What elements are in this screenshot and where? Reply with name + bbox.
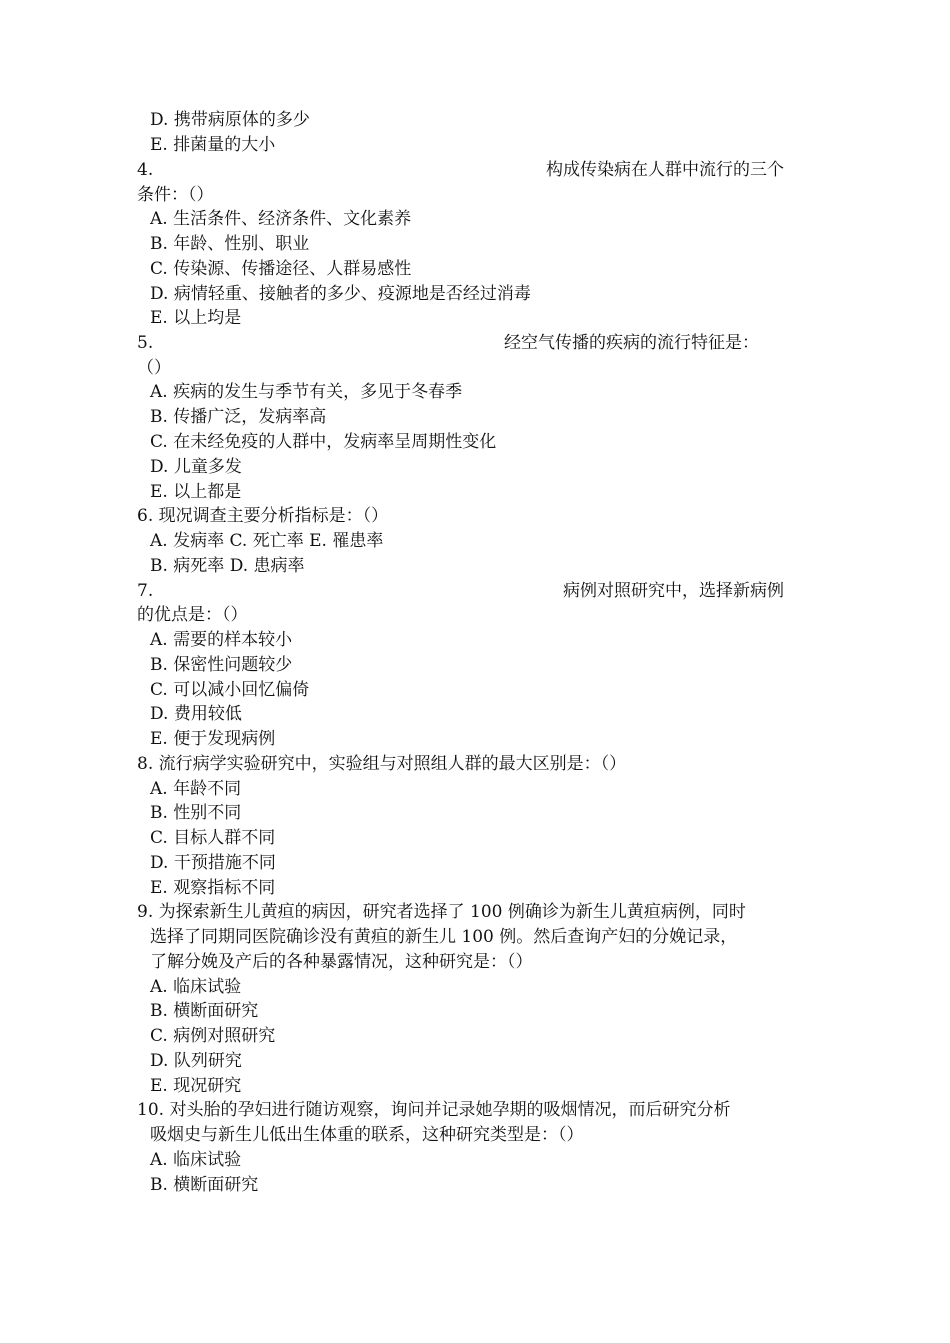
option-q9-d: D. 队列研究: [150, 1051, 242, 1071]
option-q4-b: B. 年龄、性别、职业: [150, 234, 310, 254]
option-q3-e: E. 排菌量的大小: [150, 135, 276, 155]
option-q5-a: A. 疾病的发生与季节有关，多见于冬春季: [150, 382, 463, 402]
option-q10-b: B. 横断面研究: [150, 1175, 259, 1195]
question-9-stem-line-1: 9. 为探索新生儿黄疸的病因，研究者选择了 100 例确诊为新生儿黄疸病例，同时: [137, 902, 746, 922]
option-q4-c: C. 传染源、传播途径、人群易感性: [150, 259, 412, 279]
question-10-stem-line-2: 吸烟史与新生儿低出生体重的联系，这种研究类型是：（）: [150, 1125, 584, 1145]
option-q8-d: D. 干预措施不同: [150, 853, 276, 873]
question-9-stem-line-2: 选择了同期同医院确诊没有黄疸的新生儿 100 例。然后查询产妇的分娩记录，: [150, 927, 738, 947]
option-q9-e: E. 现况研究: [150, 1076, 242, 1096]
option-q7-b: B. 保密性问题较少: [150, 655, 293, 675]
option-q4-a: A. 生活条件、经济条件、文化素养: [150, 209, 412, 229]
option-q9-a: A. 临床试验: [150, 977, 242, 997]
option-q8-b: B. 性别不同: [150, 803, 242, 823]
option-q9-c: C. 病例对照研究: [150, 1026, 276, 1046]
question-10-stem-line-1: 10. 对头胎的孕妇进行随访观察，询问并记录她孕期的吸烟情况，而后研究分析: [137, 1100, 731, 1120]
option-q6-ace: A. 发病率 C. 死亡率 E. 罹患率: [150, 531, 384, 551]
option-q8-c: C. 目标人群不同: [150, 828, 276, 848]
question-8-stem: 8. 流行病学实验研究中，实验组与对照组人群的最大区别是：（）: [137, 754, 627, 774]
question-9-stem-line-3: 了解分娩及产后的各种暴露情况，这种研究是：（）: [150, 952, 533, 972]
option-q7-c: C. 可以减小回忆偏倚: [150, 680, 310, 700]
option-q8-e: E. 观察指标不同: [150, 878, 276, 898]
option-q5-c: C. 在未经免疫的人群中，发病率呈周期性变化: [150, 432, 497, 452]
option-q4-d: D. 病情轻重、接触者的多少、疫源地是否经过消毒: [150, 284, 531, 304]
option-q8-a: A. 年龄不同: [150, 779, 242, 799]
question-4-stem: 构成传染病在人群中流行的三个: [546, 160, 784, 180]
option-q6-bd: B. 病死率 D. 患病率: [150, 556, 305, 576]
option-q7-e: E. 便于发现病例: [150, 729, 276, 749]
question-5-number: 5.: [137, 333, 154, 353]
question-5-stem-cont: （）: [137, 358, 171, 378]
question-7-stem: 病例对照研究中，选择新病例: [563, 581, 784, 601]
option-q5-b: B. 传播广泛，发病率高: [150, 407, 327, 427]
question-7-number: 7.: [137, 581, 154, 601]
option-q5-e: E. 以上都是: [150, 482, 242, 502]
question-4-number: 4.: [137, 160, 154, 180]
option-q10-a: A. 临床试验: [150, 1150, 242, 1170]
option-q7-a: A. 需要的样本较小: [150, 630, 293, 650]
option-q5-d: D. 儿童多发: [150, 457, 242, 477]
option-q3-d: D. 携带病原体的多少: [150, 110, 310, 130]
question-5-stem: 经空气传播的疾病的流行特征是：: [504, 333, 759, 353]
question-6-stem: 6. 现况调查主要分析指标是：（）: [137, 506, 389, 526]
option-q7-d: D. 费用较低: [150, 704, 242, 724]
option-q9-b: B. 横断面研究: [150, 1001, 259, 1021]
question-7-stem-cont: 的优点是：（）: [137, 605, 248, 625]
question-4-stem-cont: 条件：（）: [137, 185, 214, 205]
option-q4-e: E. 以上均是: [150, 308, 242, 328]
